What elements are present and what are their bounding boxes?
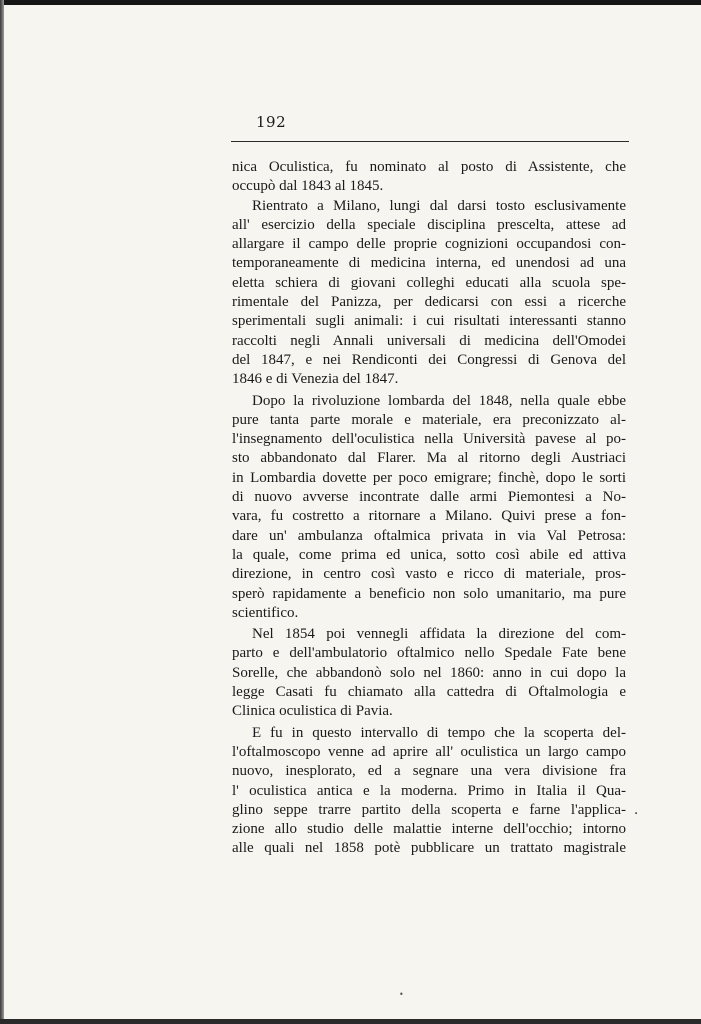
text-line: del 1847, e nei Rendiconti dei Congressi di Genova del — [232, 351, 626, 368]
text-line: rimentale del Panizza, per dedicarsi con essi a ricerche — [232, 294, 626, 311]
text-line: parto e dell'ambulatorio oftalmico nello Spedale Fate bene — [232, 645, 626, 662]
page-edge-top — [0, 0, 701, 5]
text-line: di nuovo avverse incontrate dalle armi Piemontesi a No- — [232, 489, 626, 506]
text-line: dare un' ambulanza oftalmica privata in via Val Petrosa: — [232, 527, 626, 544]
text-line: nica Oculistica, fu nominato al posto di Assistente, che — [232, 159, 626, 175]
text-line: vara, fu costretto a ritornare a Milano. Quivi prese a fon- — [232, 508, 626, 525]
body-text — [232, 158, 626, 859]
text-line: allargare il campo delle proprie cognizioni occupandosi con- — [232, 236, 626, 253]
text-line: alle quali nel 1858 potè pubblicare un trattato magistrale — [232, 840, 626, 857]
text-line: l' oculistica antica e la moderna. Primo in Italia il Qua- — [232, 782, 626, 799]
text-line: scientifico. — [232, 604, 299, 621]
text-line: Dopo la rivoluzione lombarda del 1848, nella quale ebbe — [252, 392, 626, 409]
text-line: eletta schiera di giovani colleghi educati alla scuola spe- — [232, 274, 626, 291]
trailing-period-mark: . — [634, 803, 639, 818]
text-line: occupò dal 1843 al 1845. — [232, 178, 384, 195]
text-line: temporaneamente di medicina interna, ed unendosi ad una — [232, 255, 626, 272]
text-line: sperimentali sugli animali: i cui risultati interessanti stanno — [232, 313, 626, 330]
text-line: pure tanta parte morale e materiale, era preconizzato al- — [232, 411, 626, 428]
text-line: Clinica oculistica di Pavia. — [232, 703, 393, 720]
text-line: l'oftalmoscopo venne ad aprire all' oculistica un largo campo — [232, 743, 626, 760]
text-line: 1846 e di Venezia del 1847. — [232, 371, 399, 388]
text-line: la quale, come prima ed unica, sotto così abile ed attiva — [232, 546, 626, 563]
text-line: Sorelle, che abbandonò solo nel 1860: anno in cui dopo la — [232, 664, 626, 681]
text-line: nuovo, inesplorato, ed a segnare una vera divisione fra — [232, 763, 626, 780]
text-line: Nel 1854 poi vennegli affidata la direzione del com- — [252, 626, 626, 643]
text-line: sperò rapidamente a beneficio non solo umanitario, ma pure — [232, 585, 626, 602]
text-line: sto abbandonato dal Flarer. Ma al ritorno degli Austriaci — [232, 450, 626, 467]
page-number: 192 — [256, 113, 287, 131]
page-edge-left — [0, 0, 4, 1024]
text-line: l'insegnamento dell'oculistica nella Università pavese al po- — [232, 431, 626, 448]
page-edge-bottom — [0, 1019, 701, 1024]
text-line: Rientrato a Milano, lungi dal darsi tosto esclusivamente — [252, 197, 626, 214]
text-line: direzione, in centro così vasto e ricco di materiale, pros- — [232, 566, 626, 583]
text-line: legge Casati fu chiamato alla cattedra di Oftalmologia e — [232, 684, 626, 701]
text-line: glino seppe trarre partito della scoperta e farne l'applica- — [232, 801, 626, 818]
text-line: all' esercizio della speciale disciplina prescelta, attese ad — [232, 216, 626, 233]
header-rule — [231, 141, 629, 142]
printer-mark: • — [399, 990, 404, 999]
text-line: zione allo studio delle malattie interne dell'occhio; intorno — [232, 821, 626, 838]
text-line: raccolti negli Annali universali di medicina dell'Omodei — [232, 332, 626, 349]
text-line: in Lombardia dovette per poco emigrare; finchè, dopo le sorti — [232, 469, 626, 486]
text-line: E fu in questo intervallo di tempo che la scoperta del- — [252, 724, 626, 741]
